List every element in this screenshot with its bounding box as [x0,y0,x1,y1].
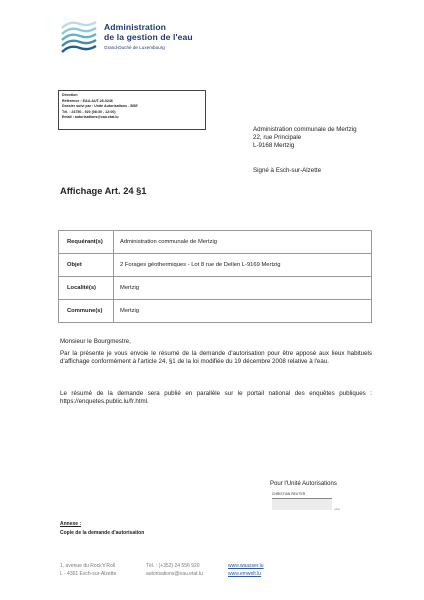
footer-address [60,563,116,578]
agency-logo [60,18,210,58]
signature-note: (via) [334,507,340,511]
salutation: Monsieur le Bourgmestre, [60,338,131,345]
contact-box [58,90,206,130]
table-row [59,231,372,254]
contact-email: Email : autorisations@eau.etat.lu [62,115,119,120]
table-row [59,277,372,300]
contact-reference: Référence : EAU-AUT-26-0246 [62,98,113,103]
signature-block [268,491,368,513]
document-title: Affichage Art. 24 §1 [60,186,147,196]
signature-title: Pour l'Unité Autorisations [270,481,337,487]
agency-country: Grand-Duché de Luxembourg [104,45,165,50]
contact-phone: Tél. : 24750 - 920 (08:30 - 12:00) [62,109,116,114]
footer-link-emwelt[interactable]: www.emwelt.lu [228,570,262,577]
row-label: Commune(s) [59,300,114,323]
row-value: Mertzig [114,277,372,300]
addressee-name: Administration communale de Mertzig [253,126,357,133]
row-label: Requérant(s) [59,231,114,254]
table-row [59,254,372,277]
annexe-text: Copie de la demande d'autorisation [60,530,145,536]
row-value: Administration communale de Mertzig [114,231,372,254]
addressee-street: 22, rue Principale [253,134,302,142]
footer-phone: Tél. : (+352) 24 556 920 [146,563,200,569]
contact-direction: Direction [62,93,78,97]
contact-handler: Dossier suivi par : Unité Autorisations - BSE [62,104,138,109]
water-waves-icon [60,18,98,56]
addressee-city: L-9168 Mertzig [253,142,295,150]
body-paragraph-1: Par la présente je vous envoie le résumé de la demande d'autorisation pour être apposé aux lieux habituels d'affichage conformément à l'article 24, §1 de la loi modifiée du 19 décembre 2008 relative à l'eau. [60,350,372,366]
footer-link-waasser[interactable]: www.waasser.lu [228,563,264,569]
signatory-name: CHRISTIAN REUTER [272,492,306,496]
addressee-block [253,126,357,151]
row-label: Localité(s) [59,277,114,300]
row-value: 2 Forages géothermiques - Lot 8 rue de Dellen L-9169 Mertzig [114,254,372,277]
annexe-label: Annexe : [60,521,82,527]
agency-name-line1: Administration [104,22,167,32]
footer-contact [146,563,203,578]
signed-location: Signé à Esch-sur-Alzette [253,167,322,174]
footer-email: autorisations@eau.etat.lu [146,570,203,577]
agency-name-line2: de la gestion de l'eau [104,32,193,42]
row-label: Objet [59,254,114,277]
signature-stamp [272,498,332,510]
table-row [59,300,372,323]
footer-websites [228,563,264,578]
footer-street: 1, avenue du Rock'n'Roll [60,563,115,569]
request-info-table [58,230,372,323]
row-value: Mertzig [114,300,372,323]
body-paragraph-2: Le résumé de la demande sera publié en parallèle sur le portail national des enquêtes publiques : https://enquetes.public.lu/fr.html. [60,390,372,406]
footer-city: L - 4361 Esch-sur-Alzette [60,570,117,577]
